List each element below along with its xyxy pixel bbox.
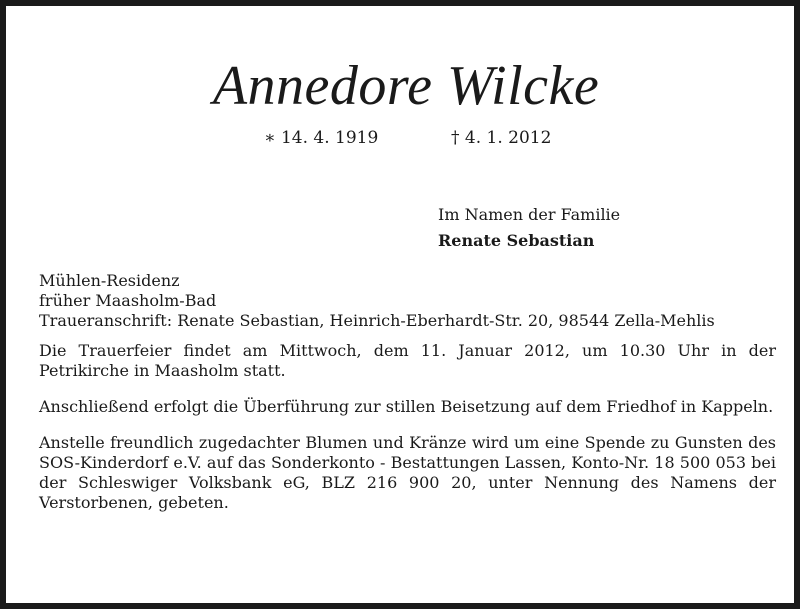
donation-paragraph: Anstelle freundlich zugedachter Blumen und Kränze wird um eine Spende zu Gunsten des SOS-Kinderdorf e.V. auf das Sonderkonto - Bestattungen Lassen, Konto-Nr. 18 500 053 bei der Schleswiger Volksbank eG, BLZ 216 900 20, unter Nennung des Namens der Verstorbenen, gebeten. <box>39 433 776 512</box>
residence-line: Mühlen-Residenz <box>39 271 180 290</box>
death-date: † 4. 1. 2012 <box>451 128 552 148</box>
signer-name: Renate Sebastian <box>438 231 595 250</box>
former-residence-line: früher Maasholm-Bad <box>39 291 217 310</box>
family-signature <box>438 202 620 254</box>
notice-body <box>39 271 776 529</box>
burial-paragraph: Anschließend erfolgt die Überführung zur stillen Beisetzung auf dem Friedhof in Kappeln. <box>39 397 774 416</box>
deceased-name: Annedore Wilcke <box>212 55 600 117</box>
birth-date: ∗ 14. 4. 1919 <box>264 128 379 148</box>
address-block <box>39 271 776 331</box>
funeral-service-paragraph: Die Trauerfeier findet am Mittwoch, dem 11. Januar 2012, um 10.30 Uhr in der Petrikirche in Maasholm statt. <box>39 341 776 380</box>
mourning-address-line: Traueranschrift: Renate Sebastian, Heinrich-Eberhardt-Str. 20, 98544 Zella-Mehlis <box>39 311 715 330</box>
family-intro: Im Namen der Familie <box>438 205 621 224</box>
